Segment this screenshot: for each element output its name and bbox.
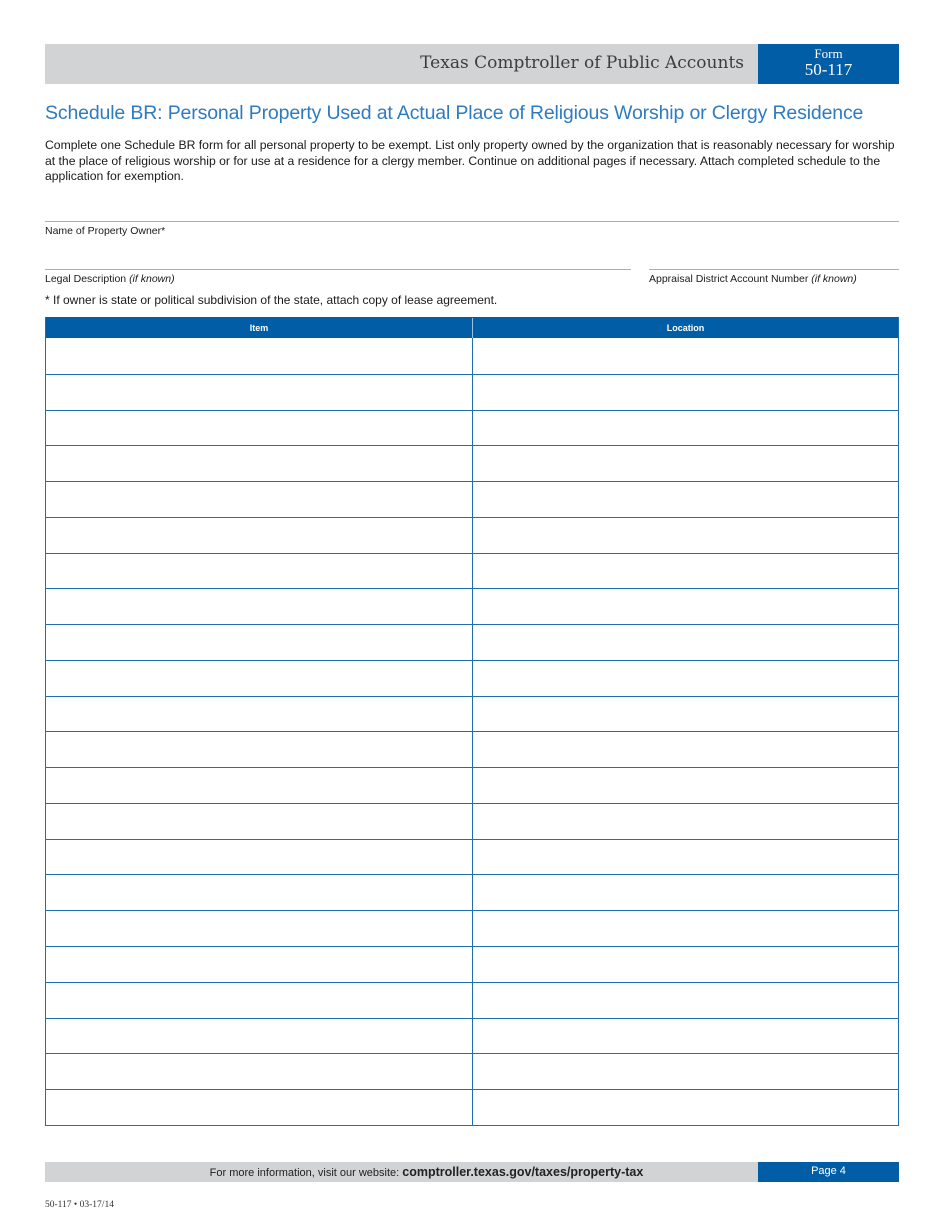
item-cell[interactable] — [46, 947, 472, 982]
location-cell[interactable] — [472, 947, 898, 982]
location-cell[interactable] — [472, 661, 898, 696]
page-title: Schedule BR: Personal Property Used at Actual Place of Religious Worship or Clergy Residence — [45, 102, 864, 124]
table-row — [46, 910, 898, 946]
table-header — [46, 317, 898, 338]
property-table — [45, 317, 899, 1126]
location-cell[interactable] — [472, 768, 898, 803]
table-row — [46, 982, 898, 1018]
form-label: Form — [814, 46, 843, 61]
location-cell[interactable] — [472, 1019, 898, 1054]
item-cell[interactable] — [46, 804, 472, 839]
table-row — [46, 374, 898, 410]
footer-info-text: For more information, visit our website: — [209, 1167, 403, 1179]
legal-description-field[interactable] — [45, 269, 631, 270]
item-cell[interactable] — [46, 375, 472, 410]
form-number: 50-117 — [804, 60, 853, 79]
table-row — [46, 481, 898, 517]
location-cell[interactable] — [472, 732, 898, 767]
item-cell[interactable] — [46, 768, 472, 803]
table-row — [46, 946, 898, 982]
item-cell[interactable] — [46, 554, 472, 589]
account-number-label: Appraisal District Account Number (if known) — [649, 273, 857, 285]
item-cell[interactable] — [46, 911, 472, 946]
table-row — [46, 731, 898, 767]
location-column-header: Location — [472, 318, 898, 338]
revision-code: 50-117 • 03-17/14 — [45, 1200, 114, 1210]
page-number: Page 4 — [758, 1162, 899, 1182]
item-cell[interactable] — [46, 697, 472, 732]
item-cell[interactable] — [46, 661, 472, 696]
item-cell[interactable] — [46, 1019, 472, 1054]
table-row — [46, 445, 898, 481]
location-cell[interactable] — [472, 983, 898, 1018]
item-cell[interactable] — [46, 1090, 472, 1125]
item-cell[interactable] — [46, 625, 472, 660]
table-row — [46, 338, 898, 374]
agency-name: Texas Comptroller of Public Accounts — [420, 53, 744, 73]
location-cell[interactable] — [472, 697, 898, 732]
item-cell[interactable] — [46, 840, 472, 875]
website-link[interactable]: comptroller.texas.gov/taxes/property-tax — [402, 1165, 644, 1179]
item-column-header: Item — [249, 323, 269, 333]
header-bar — [45, 44, 758, 84]
item-cell[interactable] — [46, 875, 472, 910]
location-cell[interactable] — [472, 875, 898, 910]
location-cell[interactable] — [472, 840, 898, 875]
location-cell[interactable] — [472, 911, 898, 946]
owner-name-label: Name of Property Owner* — [45, 225, 166, 237]
table-row — [46, 660, 898, 696]
item-cell[interactable] — [46, 589, 472, 624]
location-cell[interactable] — [472, 375, 898, 410]
table-row — [46, 624, 898, 660]
item-cell[interactable] — [46, 338, 472, 374]
location-cell[interactable] — [472, 411, 898, 446]
footnote: * If owner is state or political subdivision of the state, attach copy of lease agreement. — [45, 293, 498, 307]
location-cell[interactable] — [472, 1054, 898, 1089]
item-cell[interactable] — [46, 482, 472, 517]
table-row — [46, 553, 898, 589]
item-cell[interactable] — [46, 446, 472, 481]
table-row — [46, 1053, 898, 1089]
location-cell[interactable] — [472, 338, 898, 374]
owner-name-field[interactable] — [45, 221, 899, 222]
table-row — [46, 517, 898, 553]
table-row — [46, 410, 898, 446]
table-row — [46, 588, 898, 624]
location-cell[interactable] — [472, 554, 898, 589]
location-cell[interactable] — [472, 625, 898, 660]
location-cell[interactable] — [472, 482, 898, 517]
table-row — [46, 767, 898, 803]
item-cell[interactable] — [46, 732, 472, 767]
account-number-field[interactable] — [649, 269, 899, 270]
footer-bar — [45, 1162, 758, 1182]
item-cell[interactable] — [46, 518, 472, 553]
table-row — [46, 839, 898, 875]
location-cell[interactable] — [472, 804, 898, 839]
item-cell[interactable] — [46, 983, 472, 1018]
instructions-text: Complete one Schedule BR form for all personal property to be exempt. List only property owned by the organization that is reasonably necessary for worship at the place of religious worship or for use at a residence for a clergy member. Continue on additional pages if necessary. Attach completed schedule to the application for exemption. — [45, 138, 895, 183]
table-row — [46, 1018, 898, 1054]
table-row — [46, 803, 898, 839]
location-cell[interactable] — [472, 446, 898, 481]
form-number-box — [758, 44, 899, 84]
table-row — [46, 1089, 898, 1125]
item-cell[interactable] — [46, 411, 472, 446]
item-cell[interactable] — [46, 1054, 472, 1089]
location-cell[interactable] — [472, 589, 898, 624]
location-cell[interactable] — [472, 1090, 898, 1125]
table-body — [46, 338, 898, 1125]
table-row — [46, 696, 898, 732]
table-row — [46, 874, 898, 910]
legal-description-label: Legal Description (if known) — [45, 273, 175, 285]
location-cell[interactable] — [472, 518, 898, 553]
